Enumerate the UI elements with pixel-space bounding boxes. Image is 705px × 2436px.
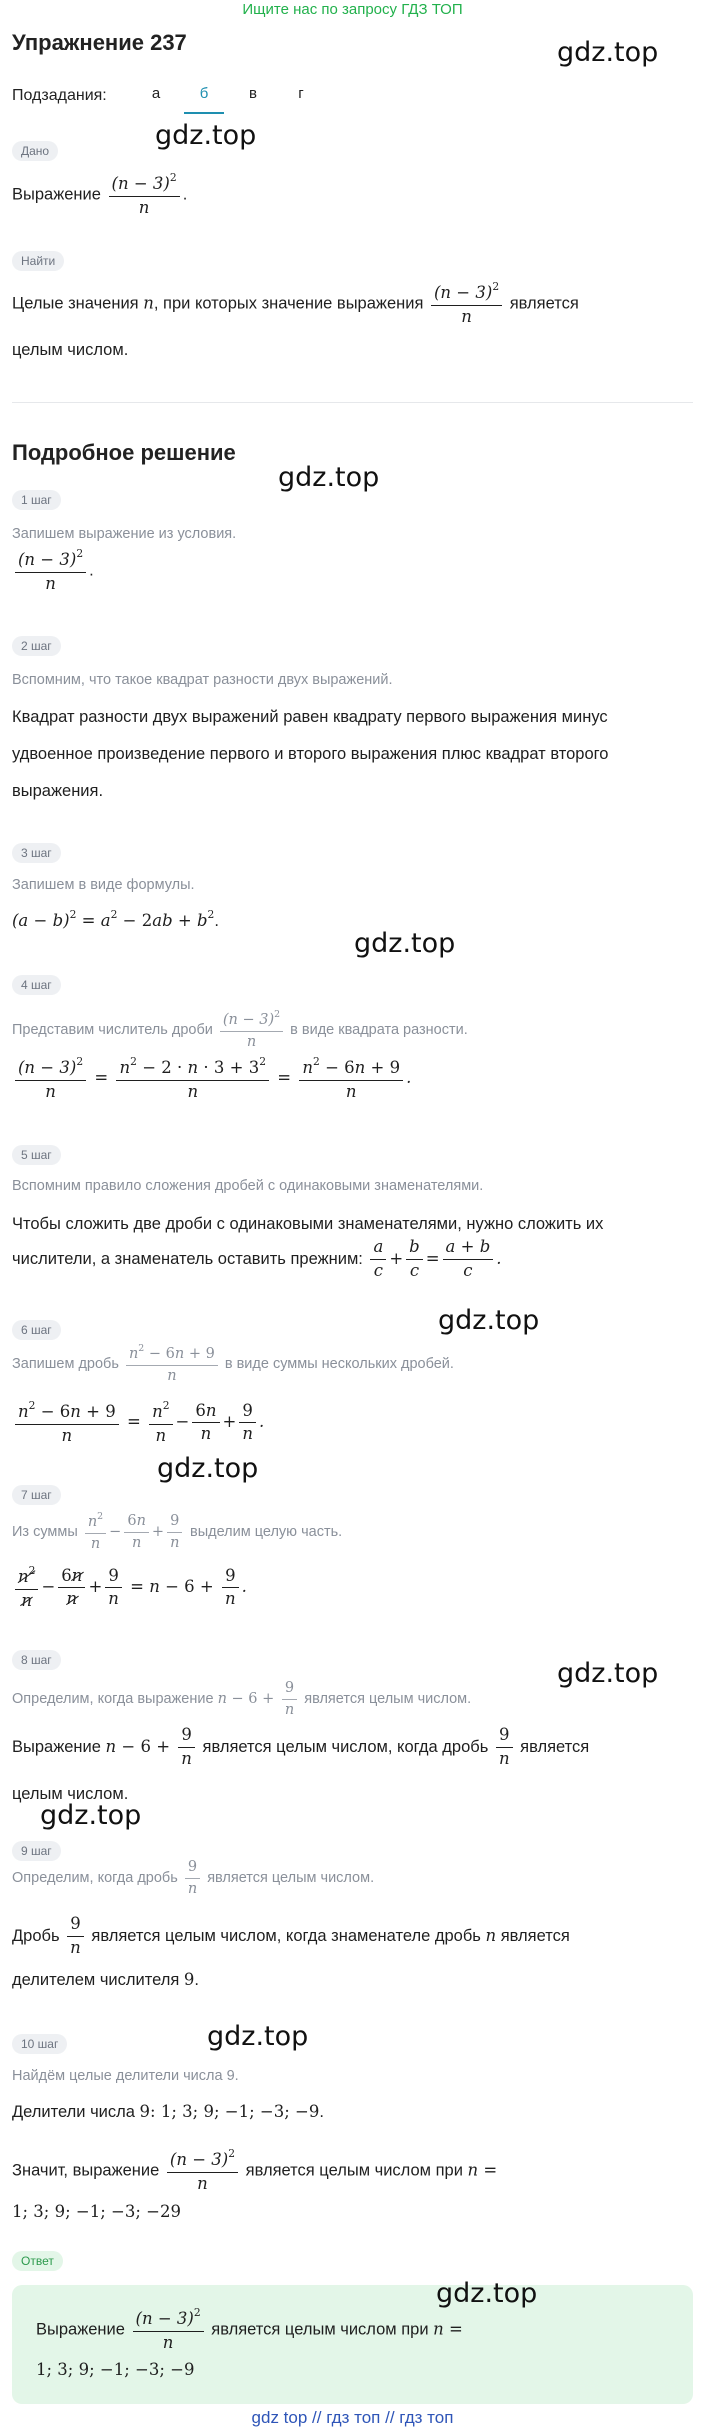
footer-link[interactable]: гдз топ [326, 2408, 381, 2427]
watermark: gdz.top [207, 2021, 309, 2052]
given-chip: Дано [12, 141, 58, 161]
watermark: gdz.top [438, 1305, 540, 1336]
step-hint: Запишем в виде формулы. [12, 877, 195, 893]
step-chip: 6 шаг [12, 1320, 61, 1340]
step-hint: Вспомним, что такое квадрат разности двух выражений. [12, 672, 393, 688]
watermark: gdz.top [436, 2278, 538, 2309]
step-hint: Запишем дробь $\frac{n^2 - 6n + 9}{n}$ в виде суммы нескольких дробей. [12, 1343, 454, 1384]
find-text: Целые значения n, при которых значение выражения $\frac{(n - 3)^2}{n}$ является [12, 280, 579, 326]
footer-separator: // [312, 2408, 322, 2427]
footer-separator: // [385, 2408, 395, 2427]
step8-text: Выражение n − 6 + $\frac{9}{n}$ является целым числом, когда дробь $\frac{9}{n}$ является [12, 1725, 590, 1768]
step-chip: 1 шаг [12, 490, 61, 510]
step-hint: Найдём целые делители числа 9. [12, 2068, 239, 2084]
step10-divisors: Делители числа 9: 1; 3; 9; −1; −3; −9. [12, 2102, 324, 2121]
step-chip: 7 шаг [12, 1485, 61, 1505]
find-text-line2: целым числом. [12, 341, 129, 359]
step-chip: 3 шаг [12, 843, 61, 863]
step4-formula: $\frac{(n - 3)^2}{n}$ = $\frac{n^2 - 2 \cdot n \cdot 3 + 3^2}{n}$ = $\frac{n^2 - 6n + 9}{n}$ . [12, 1056, 411, 1102]
step-text: Квадрат разности двух выражений равен квадрату первого выражения минус [12, 708, 608, 726]
watermark: gdz.top [278, 462, 380, 493]
step-hint: Представим числитель дроби $\frac{(n - 3)^2}{n}$ в виде квадрата разности. [12, 1009, 468, 1050]
step-hint: Из суммы $\frac{n^2}{n}$ − $\frac{6n}{n}$ + $\frac{9}{n}$ выделим целую часть. [12, 1511, 343, 1552]
find-chip: Найти [12, 251, 64, 271]
step7-formula: $\frac{n^2}{n}$ − $\frac{6n}{n}$ + $\frac{9}{n}$ = n − 6 + $\frac{9}{n}$ . [12, 1565, 247, 1611]
given-text: Выражение $\frac{(n - 3)^2}{n}$ . [12, 171, 188, 217]
watermark: gdz.top [157, 1453, 259, 1484]
solution-title: Подробное решение [12, 440, 236, 465]
tab-b[interactable]: б [184, 85, 224, 114]
step1-formula: $\frac{(n - 3)^2}{n}$ . [12, 548, 94, 594]
step9-text-line2: делителем числителя 9. [12, 1970, 199, 1989]
step-hint: Вспомним правило сложения дробей с одинаковыми знаменателями. [12, 1178, 484, 1194]
watermark: gdz.top [40, 1800, 142, 1831]
footer-links [0, 2408, 705, 2428]
step-chip: 2 шаг [12, 636, 61, 656]
step-chip: 10 шаг [12, 2034, 67, 2054]
step-chip: 8 шаг [12, 1650, 61, 1670]
watermark: gdz.top [354, 928, 456, 959]
tab-a[interactable]: а [151, 85, 161, 102]
footer-link[interactable]: gdz top [251, 2408, 308, 2427]
watermark: gdz.top [557, 1658, 659, 1689]
step9-text: Дробь $\frac{9}{n}$ является целым числом, когда знаменателе дробь n является [12, 1914, 570, 1957]
step-hint: Определим, когда выражение n − 6 + $\frac{9}{n}$ является целым числом. [12, 1680, 472, 1718]
tab-v[interactable]: в [249, 85, 257, 102]
step-text: Чтобы сложить две дроби с одинаковыми знаменателями, нужно сложить их [12, 1215, 604, 1233]
answer-values: 1; 3; 9; −1; −3; −9 [36, 2360, 195, 2379]
step-text: выражения. [12, 782, 104, 800]
subtasks-label: Подзадания: [12, 87, 107, 104]
watermark: gdz.top [155, 120, 257, 151]
step6-formula: $\frac{n^2 - 6n + 9}{n}$ = $\frac{n^2}{n}$ − $\frac{6n}{n}$ + $\frac{9}{n}$ . [12, 1400, 264, 1446]
page-title: Упражнение 237 [12, 30, 187, 55]
step10-text: Значит, выражение $\frac{(n - 3)^2}{n}$ является целым числом при n = [12, 2147, 498, 2193]
step-chip: 5 шаг [12, 1145, 61, 1165]
step-chip: 9 шаг [12, 1841, 61, 1861]
footer-link[interactable]: гдз топ [399, 2408, 454, 2427]
answer-text: Выражение $\frac{(n - 3)^2}{n}$ является целым числом при n = [36, 2306, 463, 2352]
step-chip: 4 шаг [12, 975, 61, 995]
step3-formula: $(a - b)^2 = a^2 - 2ab + b^2$. [12, 908, 219, 931]
watermark: gdz.top [557, 37, 659, 68]
answer-chip: Ответ [12, 2251, 63, 2271]
step-hint: Запишем выражение из условия. [12, 526, 237, 542]
tab-g[interactable]: г [298, 85, 304, 102]
step5-text-line2: числители, а знаменатель оставить прежним: $\frac{a}{c}$ + $\frac{b}{c}$ = $\frac{a + b}{c}$ . [12, 1237, 502, 1280]
divider [12, 402, 693, 403]
step-text: удвоенное произведение первого и второго выражения плюс квадрат второго [12, 745, 609, 763]
step-text: целым числом. [12, 1785, 129, 1803]
search-banner[interactable]: Ищите нас по запросу ГДЗ ТОП [242, 1, 463, 18]
step-hint: Определим, когда дробь $\frac{9}{n}$ является целым числом. [12, 1859, 375, 1897]
step10-values: 1; 3; 9; −1; −3; −29 [12, 2202, 181, 2221]
